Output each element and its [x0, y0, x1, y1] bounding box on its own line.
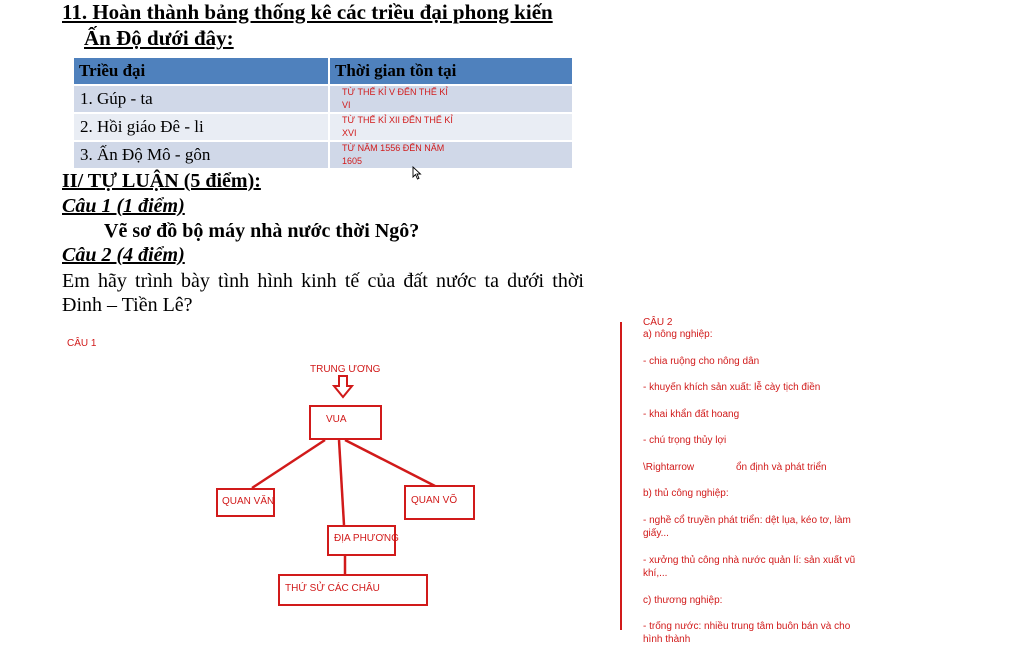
military-officials-label: QUAN VÕ	[411, 495, 458, 506]
central-label: TRUNG ƯƠNG	[310, 364, 381, 375]
list-item: ổn định và phát triển	[736, 462, 827, 473]
answer-line: TỪ THẾ KỈ V ĐẾN THẾ KỈ	[342, 87, 448, 97]
question-2-title: Câu 2 (4 điểm)	[62, 244, 185, 266]
list-item: c) thương nghiệp:	[643, 595, 723, 606]
list-item: - nghề cổ truyền phát triển: dệt lụa, kéo tơ, làm giấy...	[643, 515, 851, 539]
list-item: - khai khẩn đất hoang	[643, 409, 740, 420]
list-item: - xưởng thủ công nhà nước quản lí: sản xuất vũ khí,...	[643, 555, 856, 579]
list-item: - khuyến khích sản xuất: lễ cày tịch điền	[643, 382, 821, 393]
divider-line	[620, 322, 622, 630]
question-11-title: 11. Hoàn thành bảng thống kê các triều đại phong kiến	[62, 0, 553, 24]
list-item: - chú trọng thủy lợi	[643, 435, 727, 446]
list-item: a) nông nghiệp:	[643, 329, 713, 340]
header-dynasty: Triều đại	[74, 58, 329, 85]
king-label: VUA	[326, 414, 347, 425]
dynasty-cell: 2. Hồi giáo Đê - li	[74, 113, 329, 141]
list-item: - chia ruộng cho nông dân	[643, 356, 760, 367]
header-duration: Thời gian tồn tại	[329, 58, 573, 85]
question-2-text-cont: Đinh – Tiền Lê?	[62, 294, 193, 316]
list-item: - trống nước: nhiều trung tâm buôn bán và cho hình thành	[643, 621, 851, 645]
list-item: \Rightarrow	[643, 462, 695, 473]
answer-line: VI	[342, 100, 351, 110]
diagram-label: CÂU 1	[67, 338, 97, 349]
question-2-text: Em hãy trình bày tình hình kinh tế của đất nước ta dưới thời	[62, 270, 584, 292]
notes-title: CÂU 2	[643, 317, 673, 328]
list-item: b) thủ công nghiệp:	[643, 488, 729, 499]
part-2-title: II/ TỰ LUẬN (5 điểm):	[62, 170, 261, 192]
down-arrow-icon	[334, 376, 352, 397]
question-11-title-cont: Ấn Độ dưới đây:	[84, 26, 234, 50]
answer-line: XVI	[342, 128, 357, 138]
governors-label: THỨ SỬ CÁC CHÂU	[285, 583, 380, 594]
answer-line: TỪ NĂM 1556 ĐẾN NĂM	[342, 143, 445, 153]
question-1-title: Câu 1 (1 điểm)	[62, 195, 185, 217]
local-label: ĐỊA PHƯƠNG	[334, 533, 399, 544]
dynasty-cell: 1. Gúp - ta	[74, 85, 329, 113]
answer-line: TỪ THẾ KỈ XII ĐẾN THẾ KỈ	[342, 115, 453, 125]
civil-officials-label: QUAN VĂN	[222, 496, 275, 507]
question-1-text: Vẽ sơ đồ bộ máy nhà nước thời Ngô?	[104, 220, 420, 242]
dynasty-cell: 3. Ấn Độ Mô - gôn	[74, 141, 329, 168]
answer-line: 1605	[342, 156, 363, 166]
